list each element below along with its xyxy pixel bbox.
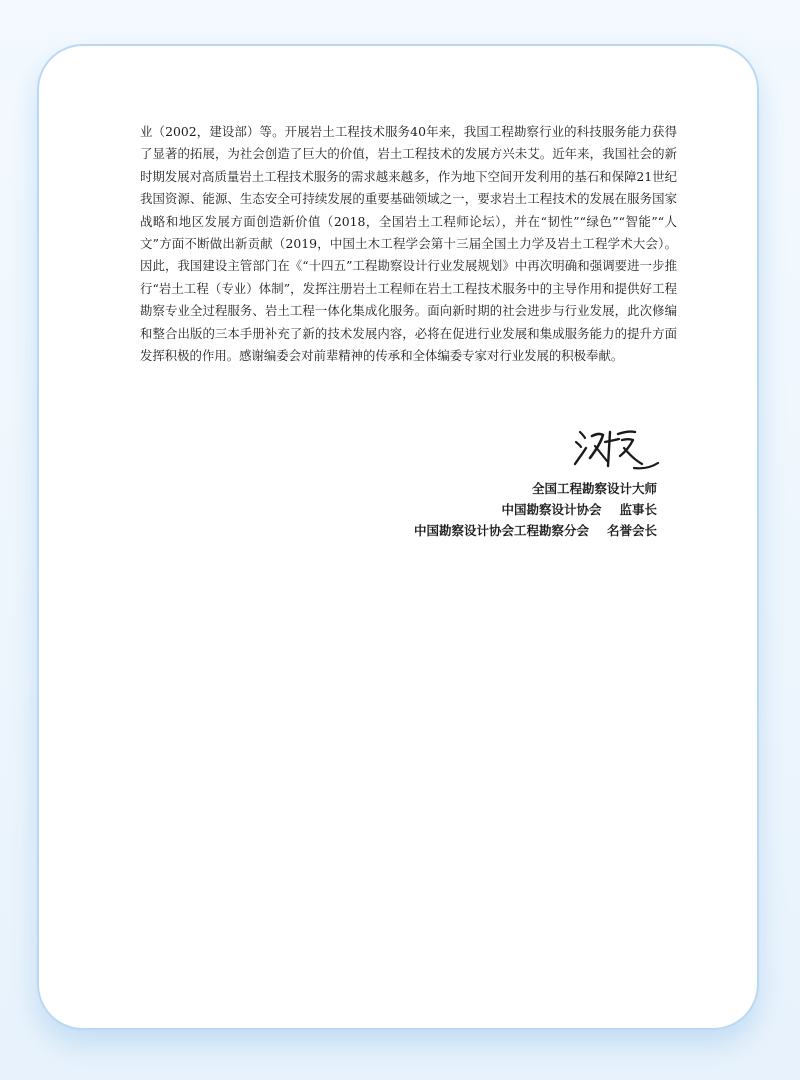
signature-line-master	[337, 478, 657, 499]
signature-line-branch	[337, 520, 657, 541]
signature-line-association	[337, 499, 657, 520]
signature-org: 中国勘察设计协会	[501, 502, 602, 517]
signature-org: 全国工程勘察设计大师	[531, 481, 657, 496]
signature-org: 中国勘察设计协会工程勘察分会	[413, 523, 589, 538]
body-paragraph: 业（2002，建设部）等。开展岩土工程技术服务40年来，我国工程勘察行业的科技服务能力获得了显著的拓展，为社会创造了巨大的价值，岩土工程技术的发展方兴未艾。近年来，我国社会的新时期发展对高质量岩土工程技术服务的需求越来越多，作为地下空间开发利用的基石和保障21世纪我国资源、能源、生态安全可持续发展的重要基础领域之一，要求岩土工程技术的发展在服务国家战略和地区发展方面创造新价值（2018，全国岩土工程师论坛），并在“韧性”“绿色”“智能”“人文”方面不断做出新贡献（2019，中国土木工程学会第十三届全国土力学及岩土工程学术大会）。因此，我国建设主管部门在《“十四五”工程勘察设计行业发展规划》中再次明确和强调要进一步推行“岩土工程（专业）体制”，发挥注册岩土工程师在岩土工程技术服务中的主导作用和提供好工程勘察专业全过程服务、岩土工程一体化集成化服务。面向新时期的社会进步与行业发展，此次修编和整合出版的三本手册补充了新的技术发展内容，必将在促进行业发展和集成服务能力的提升方面发挥积极的作用。感谢编委会对前辈精神的传承和全体编委专家对行业发展的积极奉献。	[140, 124, 677, 364]
signature-role: 名誉会长	[606, 523, 657, 538]
handwritten-signature	[572, 426, 660, 476]
signature-role: 监事长	[619, 502, 657, 517]
signature-block	[337, 478, 657, 541]
